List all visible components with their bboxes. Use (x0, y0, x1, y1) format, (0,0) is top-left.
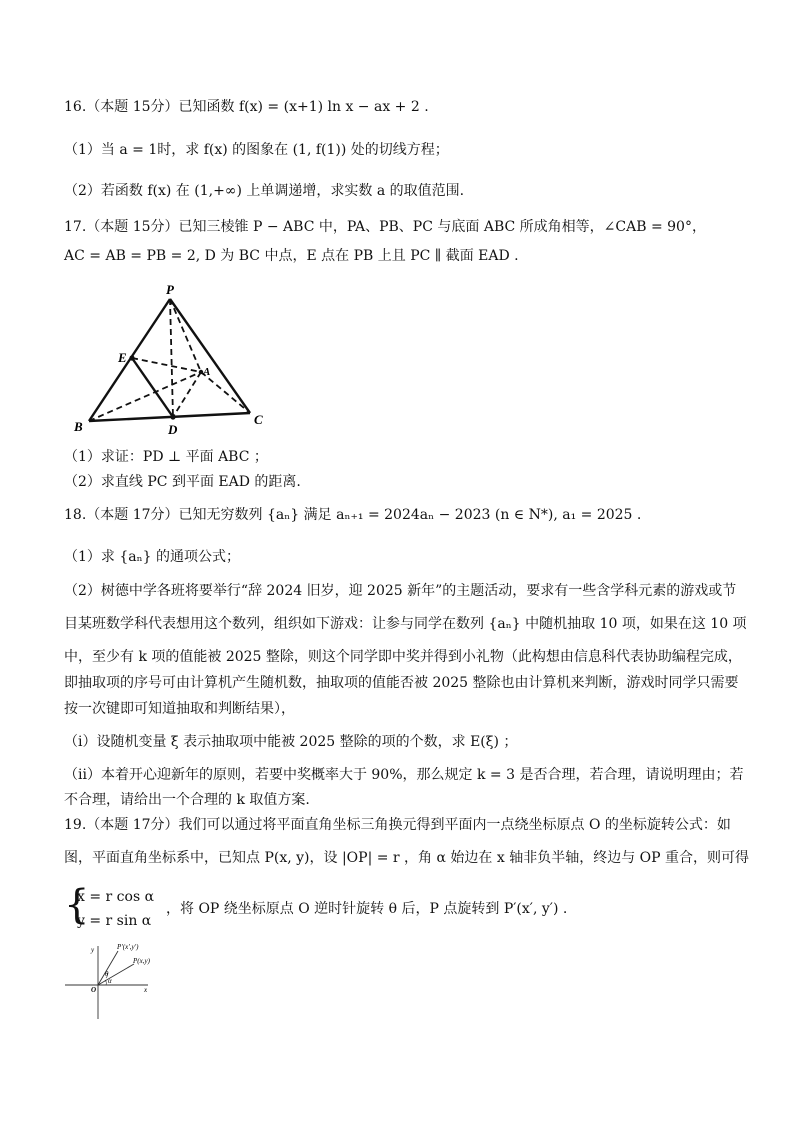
q18-sub-ii-line2: 不合理，请给出一个合理的 k 取值方案. (64, 792, 310, 808)
rotation-figure (62, 942, 157, 1022)
q18-part2-line5: 按一次键即可知道抽取和判断结果）， (64, 701, 295, 717)
segment-PD (170, 299, 173, 417)
q17-part1: （1）求证：PD ⊥ 平面 ABC ； (64, 449, 268, 465)
q18-part2-line4: 即抽取项的序号可由计算机产生随机数，抽取项的值能否被 2025 整除也由计算机来判断，游戏时同学只需要 (64, 675, 739, 691)
q19-eq-tail: ，将 OP 绕坐标原点 O 逆时针旋转 θ 后，P 点旋转到 P′(x′, y′) . (166, 901, 568, 917)
label-origin: O (91, 986, 97, 994)
q16-part1: （1）当 a = 1时，求 f(x) 的图象在 (1, f(1)) 处的切线方程； (64, 142, 449, 158)
label-P: P (166, 282, 174, 297)
q16-part2: （2）若函数 f(x) 在 (1,+∞) 上单调递增，求实数 a 的取值范围. (64, 183, 465, 199)
label-axis-x: x (144, 986, 148, 994)
q17-stem-line1: 17.（本题 15分）已知三棱锥 P − ABC 中，PA、PB、PC 与底面 ABC 所成角相等，∠CAB = 90°， (64, 219, 706, 235)
equation-brace: { (64, 882, 90, 928)
tetrahedron-figure (70, 282, 270, 437)
q18-sub-ii-line1: （ii）本着开心迎新年的原则，若要中奖概率大于 90%，那么规定 k = 3 是否合理，若合理，请说明理由；若 (64, 767, 744, 783)
q18-part2-line2: 目某班数学科代表想用这个数列，组织如下游戏：让参与同学在数列 {aₙ} 中随机抽取 10 项，如果在这 10 项 (64, 616, 747, 632)
edge-BC (89, 413, 250, 421)
q18-part2-line3: 中，至少有 k 项的值能被 2025 整除，则这个同学即中奖并得到小礼物（此构想由信息科代表协助编程完成， (64, 649, 742, 665)
label-C: C (254, 412, 263, 427)
point-E (129, 355, 134, 360)
q17-part2: （2）求直线 PC 到平面 EAD 的距离. (64, 474, 301, 490)
label-D: D (168, 422, 178, 437)
q18-stem: 18.（本题 17分）已知无穷数列 {aₙ} 满足 aₙ₊₁ = 2024aₙ − 2023 (n ∈ N*), a₁ = 2025 . (64, 507, 642, 523)
segment-AD (173, 372, 201, 417)
q19-stem-line1: 19.（本题 17分）我们可以通过将平面直角坐标三角换元得到平面内一点绕坐标原点 O 的坐标旋转公式：如 (64, 817, 731, 833)
q18-part2-line1: （2）树德中学各班将要举行“辞 2024 旧岁，迎 2025 新年”的主题活动，要求有一些含学科元素的游戏或节 (64, 583, 737, 599)
q19-stem-line2: 图，平面直角坐标系中，已知点 P(x, y)，设 |OP| = r ，角 α 始边在 x 轴非负半轴，终边与 OP 重合，则可得 (64, 850, 749, 866)
q16-stem: 16.（本题 15分）已知函数 f(x) = (x+1) ln x − ax + 2 . (64, 99, 429, 115)
label-axis-y: y (91, 946, 95, 954)
q19-eq-line1: x = r cos α (77, 889, 155, 905)
q19-eq-line2: y = r sin α (77, 913, 152, 929)
label-P: P(x,y) (133, 957, 150, 965)
edge-PC (170, 299, 250, 413)
label-A: A (203, 366, 211, 378)
label-E: E (118, 350, 127, 365)
segment-EA (132, 358, 201, 372)
q18-sub-i: （i）设随机变量 ξ 表示抽取项中能被 2025 整除的项的个数，求 E(ξ) ； (64, 734, 518, 750)
ray-OP (98, 964, 134, 985)
q17-stem-line2: AC = AB = PB = 2, D 为 BC 中点，E 点在 PB 上且 PC ∥ 截面 EAD . (64, 248, 519, 264)
label-P-prime: P′(x′,y′) (117, 943, 139, 951)
q18-part1: （1）求 {aₙ} 的通项公式； (64, 549, 241, 565)
label-B: B (74, 419, 83, 434)
label-alpha: α (108, 977, 112, 985)
point-D (170, 414, 175, 419)
label-theta: θ (105, 970, 109, 978)
